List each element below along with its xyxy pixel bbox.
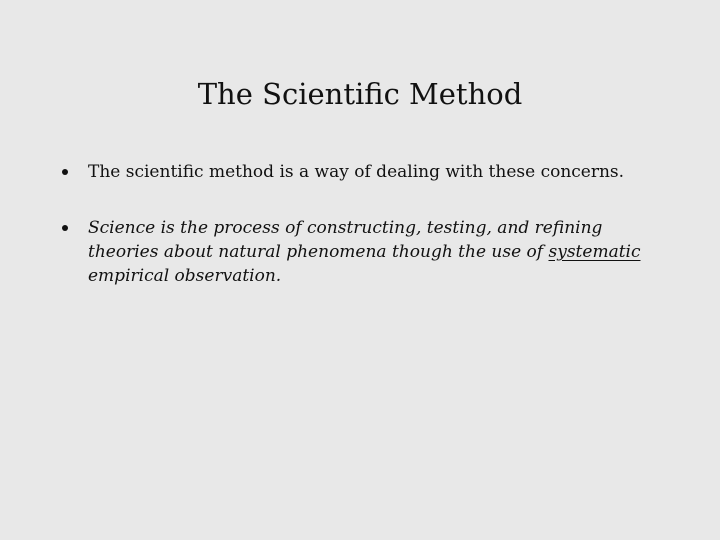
bullet-item-2	[60, 216, 660, 288]
bullet-dot-icon	[62, 225, 68, 231]
bullet-1-text: The scientific method is a way of dealing with these concerns.	[88, 162, 625, 182]
underlined-word: systematic	[548, 242, 641, 262]
slide-title: The Scientific Method	[197, 77, 523, 111]
bullet-dot-icon	[62, 169, 68, 175]
bullet-item-1	[60, 160, 660, 184]
bullet-list	[60, 160, 660, 288]
bullet-2-text-before: Science is the process of constructing, testing, and refining theories about natural phenomena though the use of	[88, 218, 603, 262]
bullet-2-text-after: empirical observation.	[88, 266, 282, 286]
